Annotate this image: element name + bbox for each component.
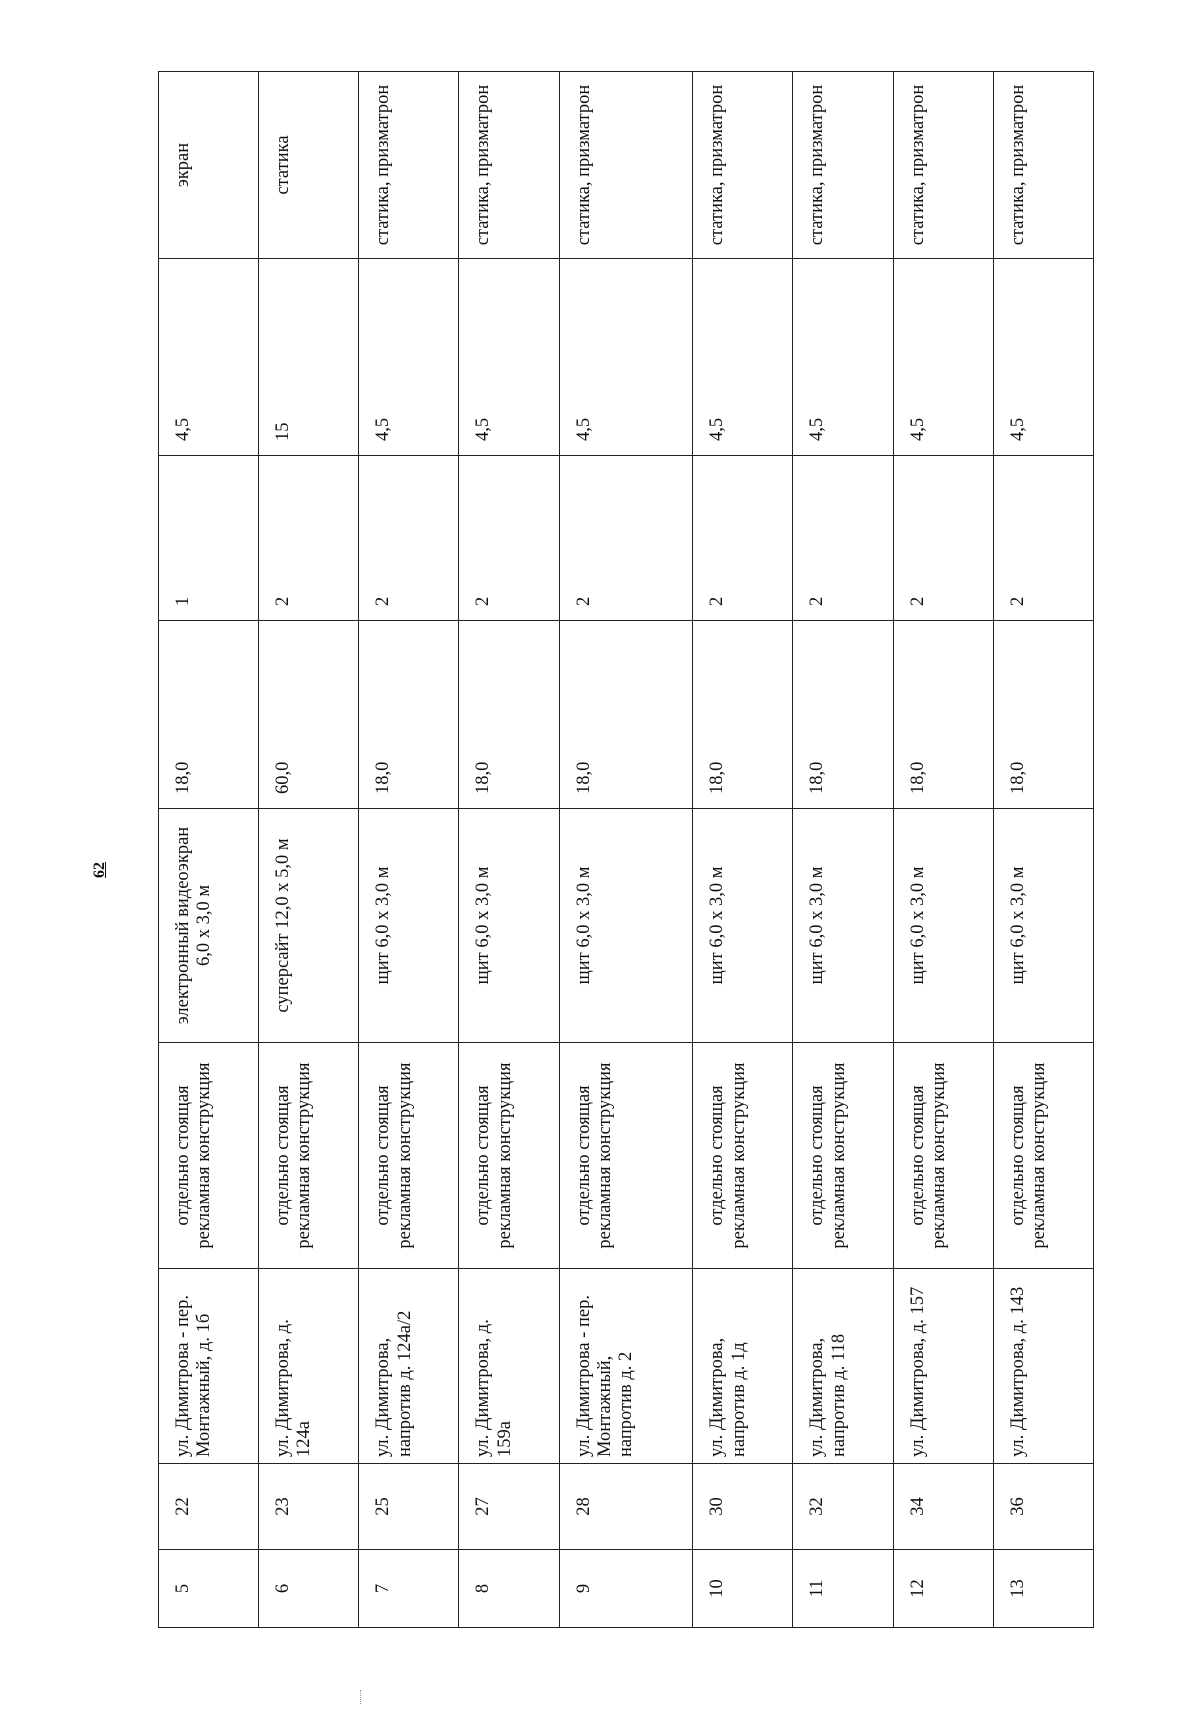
row-number-cell: 6 bbox=[259, 1550, 359, 1628]
technology-cell: статика, призматрон bbox=[459, 72, 559, 259]
table-row bbox=[693, 72, 793, 1628]
quantity-cell: 4,5 bbox=[359, 259, 459, 456]
quantity-cell: 4,5 bbox=[793, 259, 893, 456]
construction-type-cell: отдельно стоящая рекламная конструкция bbox=[559, 1043, 693, 1269]
sides-cell: 2 bbox=[793, 456, 893, 621]
quantity-cell: 4,5 bbox=[893, 259, 993, 456]
quantity-cell: 4,5 bbox=[559, 259, 693, 456]
technology-cell: статика, призматрон bbox=[559, 72, 693, 259]
sides-cell: 2 bbox=[559, 456, 693, 621]
address-cell: ул. Димитрова, д. 157 bbox=[893, 1269, 993, 1464]
sides-cell: 2 bbox=[693, 456, 793, 621]
format-cell: щит 6,0 х 3,0 м bbox=[359, 809, 459, 1043]
quantity-cell: 4,5 bbox=[459, 259, 559, 456]
table-row bbox=[259, 72, 359, 1628]
row-number-cell: 11 bbox=[793, 1550, 893, 1628]
sides-cell: 2 bbox=[893, 456, 993, 621]
construction-type-cell: отдельно стоящая рекламная конструкция bbox=[793, 1043, 893, 1269]
row-number-cell: 5 bbox=[159, 1550, 259, 1628]
object-number-cell: 32 bbox=[793, 1464, 893, 1550]
object-number-cell: 30 bbox=[693, 1464, 793, 1550]
format-cell: щит 6,0 х 3,0 м bbox=[559, 809, 693, 1043]
construction-type-cell: отдельно стоящая рекламная конструкция bbox=[259, 1043, 359, 1269]
table-row bbox=[893, 72, 993, 1628]
advertising-structures-table bbox=[158, 71, 1094, 1628]
object-number-cell: 27 bbox=[459, 1464, 559, 1550]
row-number-cell: 7 bbox=[359, 1550, 459, 1628]
area-cell: 18,0 bbox=[159, 621, 259, 809]
address-cell: ул. Димитрова, напротив д. 124а/2 bbox=[359, 1269, 459, 1464]
format-cell: щит 6,0 х 3,0 м bbox=[693, 809, 793, 1043]
technology-cell: статика, призматрон bbox=[693, 72, 793, 259]
quantity-cell: 15 bbox=[259, 259, 359, 456]
technology-cell: статика, призматрон bbox=[793, 72, 893, 259]
format-cell: электронный видеоэкран 6,0 х 3,0 м bbox=[159, 809, 259, 1043]
area-cell: 18,0 bbox=[359, 621, 459, 809]
table-row bbox=[793, 72, 893, 1628]
technology-cell: экран bbox=[159, 72, 259, 259]
construction-type-cell: отдельно стоящая рекламная конструкция bbox=[693, 1043, 793, 1269]
address-cell: ул. Димитрова - пер. Монтажный, напротив д. 2 bbox=[559, 1269, 693, 1464]
row-number-cell: 12 bbox=[893, 1550, 993, 1628]
sides-cell: 2 bbox=[359, 456, 459, 621]
technology-cell: статика, призматрон bbox=[993, 72, 1093, 259]
object-number-cell: 34 bbox=[893, 1464, 993, 1550]
object-number-cell: 25 bbox=[359, 1464, 459, 1550]
address-cell: ул. Димитрова, д. 124а bbox=[259, 1269, 359, 1464]
sides-cell: 1 bbox=[159, 456, 259, 621]
object-number-cell: 28 bbox=[559, 1464, 693, 1550]
area-cell: 18,0 bbox=[693, 621, 793, 809]
format-cell: щит 6,0 х 3,0 м bbox=[893, 809, 993, 1043]
page-number: 62 bbox=[91, 862, 108, 878]
sides-cell: 2 bbox=[259, 456, 359, 621]
construction-type-cell: отдельно стоящая рекламная конструкция bbox=[159, 1043, 259, 1269]
scan-mark bbox=[360, 1690, 364, 1704]
table-body bbox=[159, 72, 1094, 1628]
quantity-cell: 4,5 bbox=[693, 259, 793, 456]
table-row bbox=[459, 72, 559, 1628]
quantity-cell: 4,5 bbox=[159, 259, 259, 456]
format-cell: щит 6,0 х 3,0 м bbox=[459, 809, 559, 1043]
technology-cell: статика bbox=[259, 72, 359, 259]
construction-type-cell: отдельно стоящая рекламная конструкция bbox=[893, 1043, 993, 1269]
construction-type-cell: отдельно стоящая рекламная конструкция bbox=[459, 1043, 559, 1269]
table-row bbox=[993, 72, 1093, 1628]
area-cell: 18,0 bbox=[559, 621, 693, 809]
area-cell: 18,0 bbox=[793, 621, 893, 809]
row-number-cell: 13 bbox=[993, 1550, 1093, 1628]
sides-cell: 2 bbox=[993, 456, 1093, 621]
address-cell: ул. Димитрова, д. 143 bbox=[993, 1269, 1093, 1464]
sides-cell: 2 bbox=[459, 456, 559, 621]
address-cell: ул. Димитрова, напротив д. 118 bbox=[793, 1269, 893, 1464]
address-cell: ул. Димитрова - пер. Монтажный, д. 1б bbox=[159, 1269, 259, 1464]
object-number-cell: 22 bbox=[159, 1464, 259, 1550]
row-number-cell: 9 bbox=[559, 1550, 693, 1628]
rotated-table-container bbox=[158, 72, 1094, 1628]
format-cell: щит 6,0 х 3,0 м bbox=[993, 809, 1093, 1043]
table-row bbox=[559, 72, 693, 1628]
area-cell: 18,0 bbox=[459, 621, 559, 809]
technology-cell: статика, призматрон bbox=[893, 72, 993, 259]
construction-type-cell: отдельно стоящая рекламная конструкция bbox=[993, 1043, 1093, 1269]
area-cell: 18,0 bbox=[993, 621, 1093, 809]
object-number-cell: 23 bbox=[259, 1464, 359, 1550]
table-row bbox=[159, 72, 259, 1628]
table-row bbox=[359, 72, 459, 1628]
construction-type-cell: отдельно стоящая рекламная конструкция bbox=[359, 1043, 459, 1269]
address-cell: ул. Димитрова, д. 159а bbox=[459, 1269, 559, 1464]
quantity-cell: 4,5 bbox=[993, 259, 1093, 456]
address-cell: ул. Димитрова, напротив д. 1д bbox=[693, 1269, 793, 1464]
area-cell: 60,0 bbox=[259, 621, 359, 809]
row-number-cell: 10 bbox=[693, 1550, 793, 1628]
format-cell: суперсайт 12,0 х 5,0 м bbox=[259, 809, 359, 1043]
object-number-cell: 36 bbox=[993, 1464, 1093, 1550]
row-number-cell: 8 bbox=[459, 1550, 559, 1628]
technology-cell: статика, призматрон bbox=[359, 72, 459, 259]
area-cell: 18,0 bbox=[893, 621, 993, 809]
format-cell: щит 6,0 х 3,0 м bbox=[793, 809, 893, 1043]
